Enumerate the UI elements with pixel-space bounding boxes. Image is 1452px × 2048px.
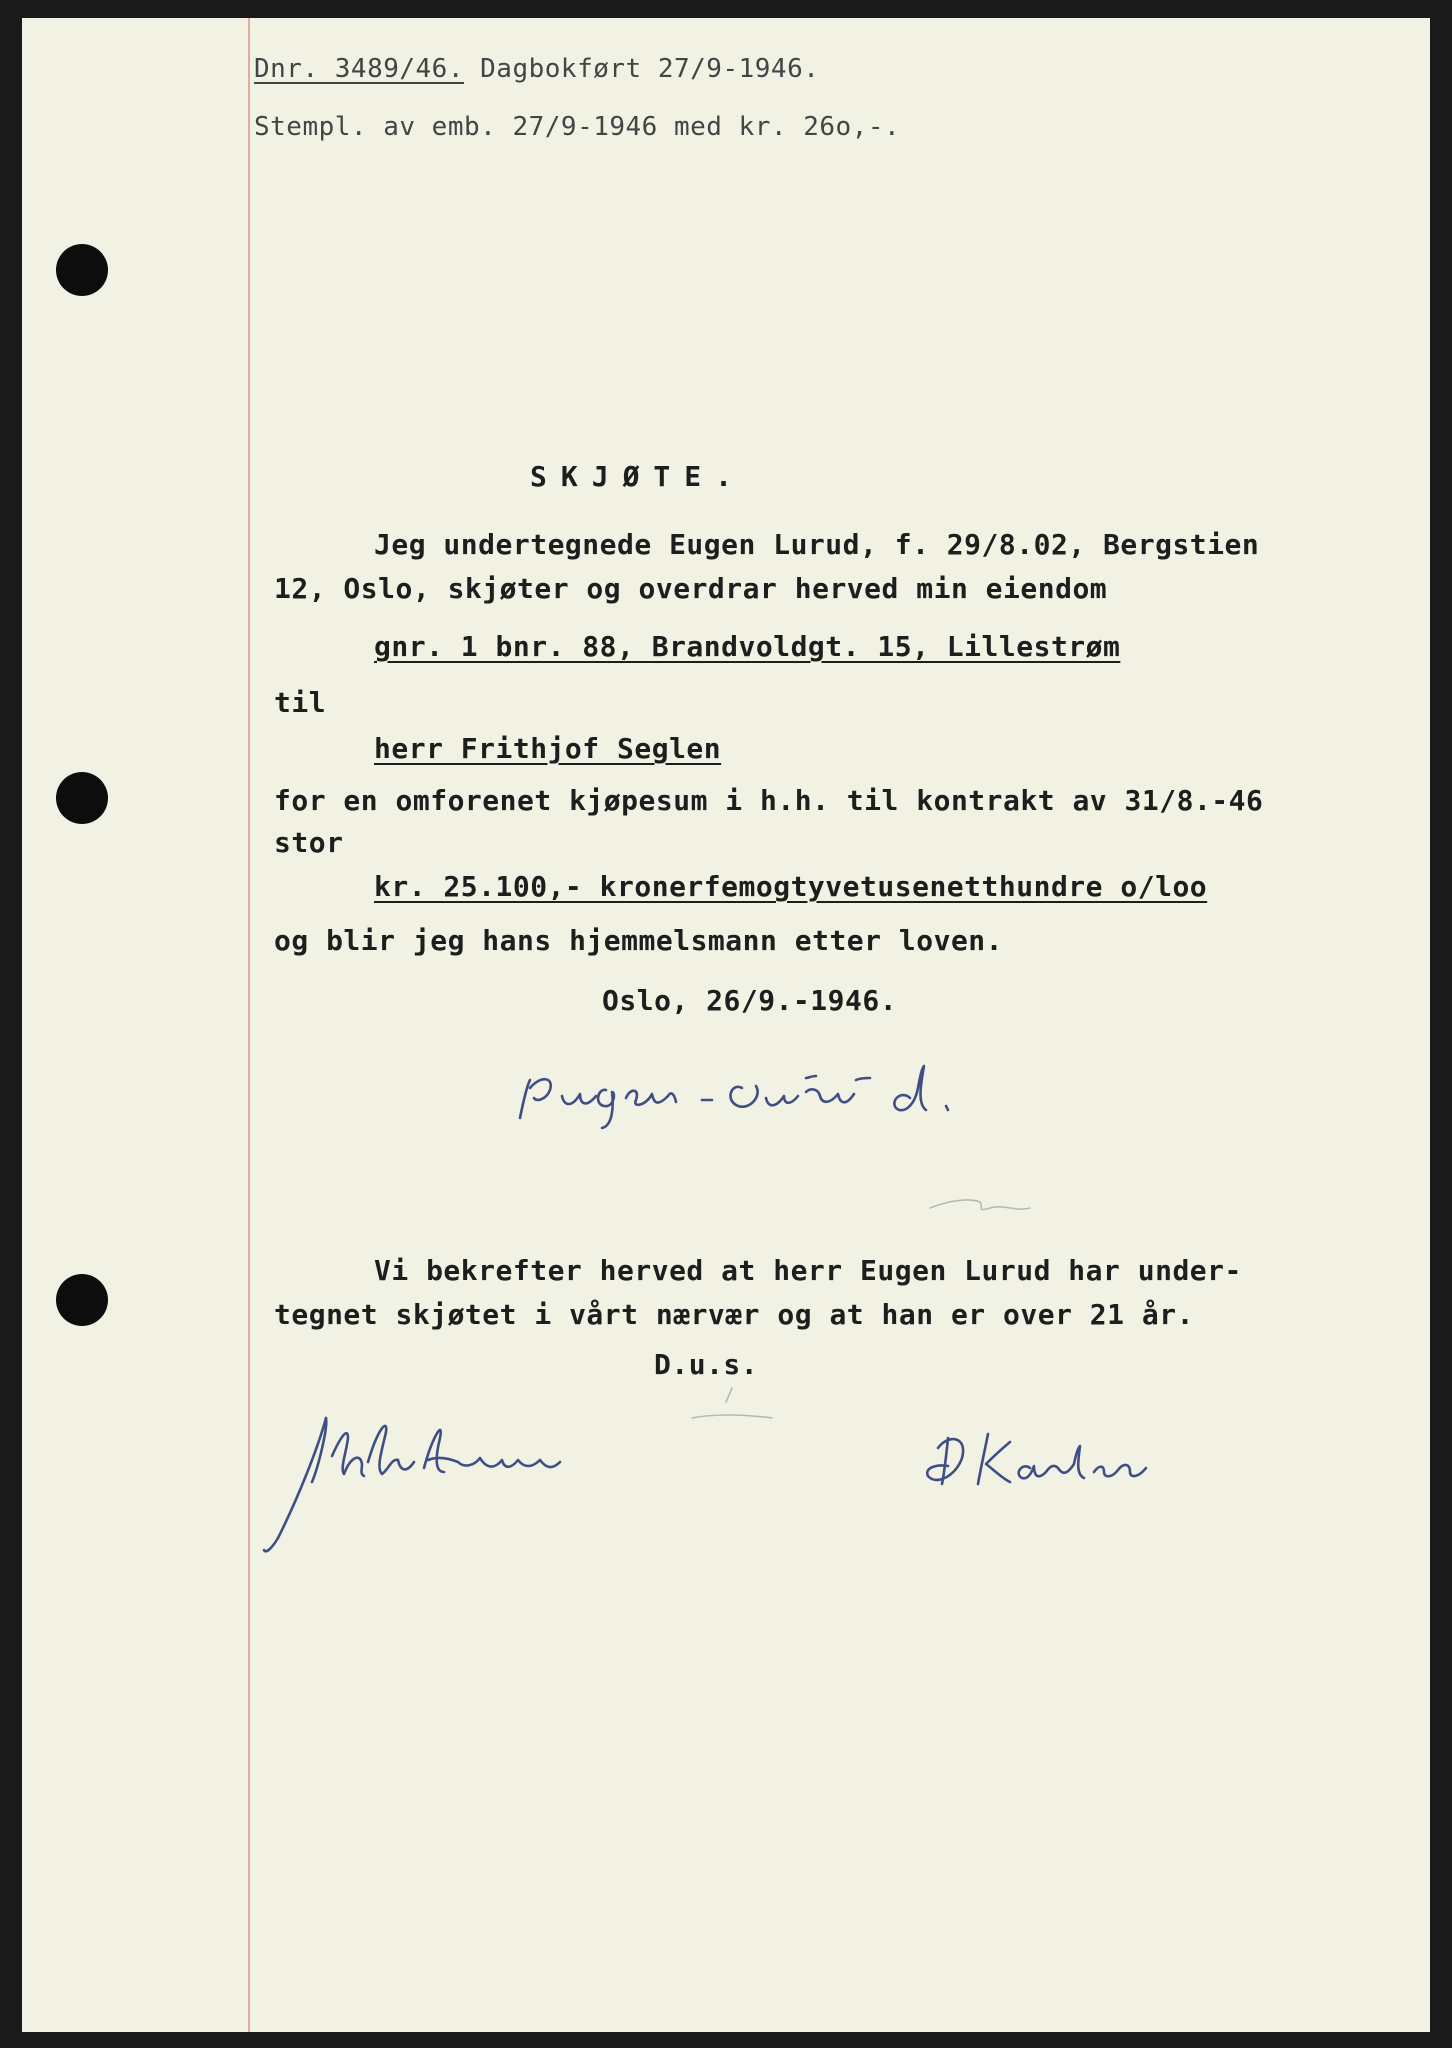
place-and-date: Oslo, 26/9.-1946. <box>602 984 898 1017</box>
punch-hole-middle <box>56 772 108 824</box>
diary-date: Dagbokført 27/9-1946. <box>464 54 820 84</box>
deed-title: SKJØTE. <box>530 460 747 493</box>
price-line-1: for en omforenet kjøpesum i h.h. til kontrakt av 31/8.-46 <box>274 784 1264 817</box>
witness-line-1: Vi bekrefter herved at herr Eugen Lurud har under- <box>374 1254 1242 1287</box>
to-word: til <box>274 686 327 719</box>
document-page <box>22 18 1430 2032</box>
closing-statement: og blir jeg hans hjemmelsmann etter loven. <box>274 924 1004 957</box>
handwritten-signature-eugen-lurud-icon <box>506 1048 1066 1158</box>
punch-hole-top <box>56 244 108 296</box>
handwritten-signature-d-karlsen-icon <box>918 1418 1218 1508</box>
witness-line-2: tegnet skjøtet i vårt nærvær og at han er over 21 år. <box>274 1298 1194 1331</box>
diary-number: Dnr. 3489/46. <box>254 54 464 84</box>
faint-pencil-mark-icon <box>920 1178 1070 1228</box>
handwritten-signature-witness-1-icon <box>248 1398 688 1568</box>
deed-paragraph-line-1: Jeg undertegnede Eugen Lurud, f. 29/8.02, Bergstien <box>374 528 1260 561</box>
dus-abbreviation: D.u.s. <box>654 1348 759 1381</box>
buyer-name: herr Frithjof Seglen <box>374 732 722 765</box>
punch-hole-bottom <box>56 1274 108 1326</box>
stamp-line: Stempl. av emb. 27/9-1946 med kr. 26o,-. <box>254 112 901 142</box>
faint-bleed-through-mark-icon <box>672 1378 792 1438</box>
purchase-amount: kr. 25.100,- kronerfemogtyvetusenetthundre o/loo <box>374 870 1208 903</box>
registration-line <box>254 54 819 84</box>
price-line-2: stor <box>274 826 344 859</box>
property-designation: gnr. 1 bnr. 88, Brandvoldgt. 15, Lillestrøm <box>374 630 1121 663</box>
deed-paragraph-line-2: 12, Oslo, skjøter og overdrar herved min eiendom <box>274 572 1108 605</box>
red-margin-line <box>248 18 250 2032</box>
